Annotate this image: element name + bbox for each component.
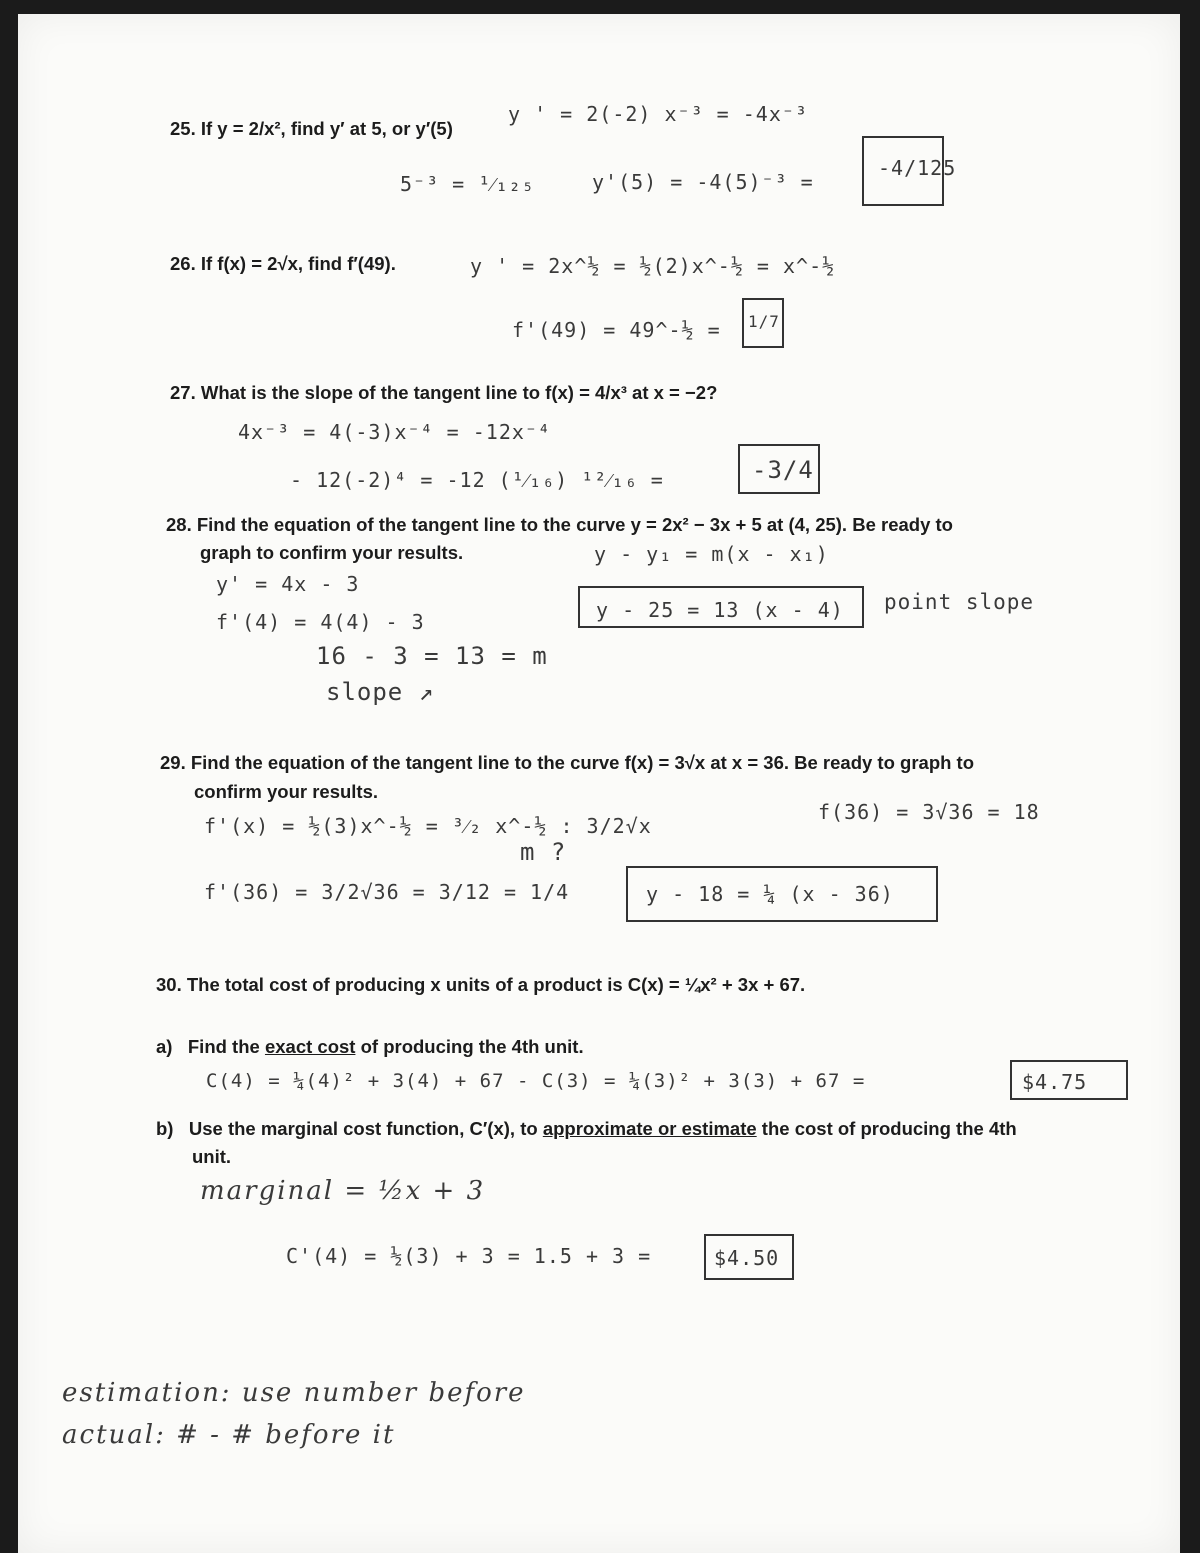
- p29-work-3: m ?: [520, 838, 567, 866]
- p30b-answer: $4.50: [714, 1246, 780, 1270]
- p26-answer: 1/7: [748, 312, 780, 331]
- p28-work-2: f'(4) = 4(4) - 3: [216, 610, 425, 634]
- problem-28-line2: graph to confirm your results.: [200, 542, 464, 563]
- p29-work-2: f(36) = 3√36 = 18: [818, 800, 1040, 824]
- p25-work-3: y'(5) = -4(5)⁻³ =: [592, 170, 814, 194]
- p25-work-2: 5⁻³ = ¹⁄₁₂₅: [400, 172, 535, 196]
- p30a-answer: $4.75: [1022, 1070, 1088, 1094]
- p28-work-1: y' = 4x - 3: [216, 572, 360, 596]
- problem-30: 30. The total cost of producing x units of a product is C(x) = ¼x² + 3x + 67.: [156, 974, 806, 995]
- p25-answer-box: [862, 136, 957, 206]
- note-estimation: estimation: use number before: [62, 1378, 526, 1408]
- p30b-work-2: C'(4) = ½(3) + 3 = 1.5 + 3 =: [286, 1244, 652, 1268]
- p28-answer: y - 25 = 13 (x - 4): [596, 598, 844, 622]
- p30b-work-1: marginal = ½x + 3: [200, 1176, 486, 1206]
- problem-29-line2: confirm your results.: [194, 781, 379, 802]
- p29-work-1: f'(x) = ½(3)x^-½ = ³⁄₂ x^-½ : 3/2√x: [204, 814, 652, 838]
- problem-29-line1: 29. Find the equation of the tangent line to the curve f(x) = 3√x at x = 36. Be ready to graph to: [160, 752, 975, 773]
- p28-work-formula: y - y₁ = m(x - x₁): [594, 542, 829, 566]
- p26-work-2: f'(49) = 49^-½ =: [512, 318, 721, 342]
- problem-30b-line1: b) Use the marginal cost function, C′(x), to approximate or estimate the cost of producing the 4th: [156, 1118, 1017, 1139]
- p29-answer: y - 18 = ¼ (x - 36): [646, 882, 894, 906]
- p30b-answer-box: [704, 1234, 794, 1280]
- p27-answer: -3/4: [752, 456, 814, 484]
- problem-28-line1: 28. Find the equation of the tangent line to the curve y = 2x² − 3x + 5 at (4, 25). Be ready to: [166, 514, 953, 535]
- note-actual: actual: # - # before it: [62, 1420, 396, 1450]
- problem-26: 26. If f(x) = 2√x, find f′(49).: [170, 253, 396, 274]
- p25-work-1: y ' = 2(-2) x⁻³ = -4x⁻³: [508, 102, 808, 126]
- p28-work-3: 16 - 3 = 13 = m: [316, 642, 548, 670]
- p28-answer-box: [578, 586, 864, 628]
- p26-work-1: y ' = 2x^½ = ½(2)x^-½ = x^-½: [470, 254, 836, 278]
- p25-answer: -4/125: [878, 156, 957, 180]
- p30a-answer-box: [1010, 1060, 1128, 1100]
- problem-25: 25. If y = 2/x², find y′ at 5, or y′(5): [170, 118, 453, 139]
- problem-27: 27. What is the slope of the tangent line to f(x) = 4/x³ at x = −2?: [170, 382, 718, 403]
- p29-work-4: f'(36) = 3/2√36 = 3/12 = 1/4: [204, 880, 570, 904]
- p27-work-1: 4x⁻³ = 4(-3)x⁻⁴ = -12x⁻⁴: [238, 420, 551, 444]
- p27-answer-box: [738, 444, 820, 494]
- p29-answer-box: [626, 866, 938, 922]
- problem-30a: a) Find the exact cost of producing the 4th unit.: [156, 1036, 584, 1057]
- p28-work-4: slope ↗: [326, 678, 435, 706]
- problem-30b-line2: unit.: [192, 1146, 232, 1167]
- p30a-work: C(4) = ¼(4)² + 3(4) + 67 - C(3) = ¼(3)² + 3(3) + 67 =: [206, 1070, 866, 1092]
- p28-note: point slope: [884, 590, 1035, 614]
- p26-answer-box: [742, 298, 784, 348]
- p27-work-2: - 12(-2)⁴ = -12 (¹⁄₁₆) ¹²⁄₁₆ =: [290, 468, 664, 492]
- worksheet-page: [18, 14, 1180, 1553]
